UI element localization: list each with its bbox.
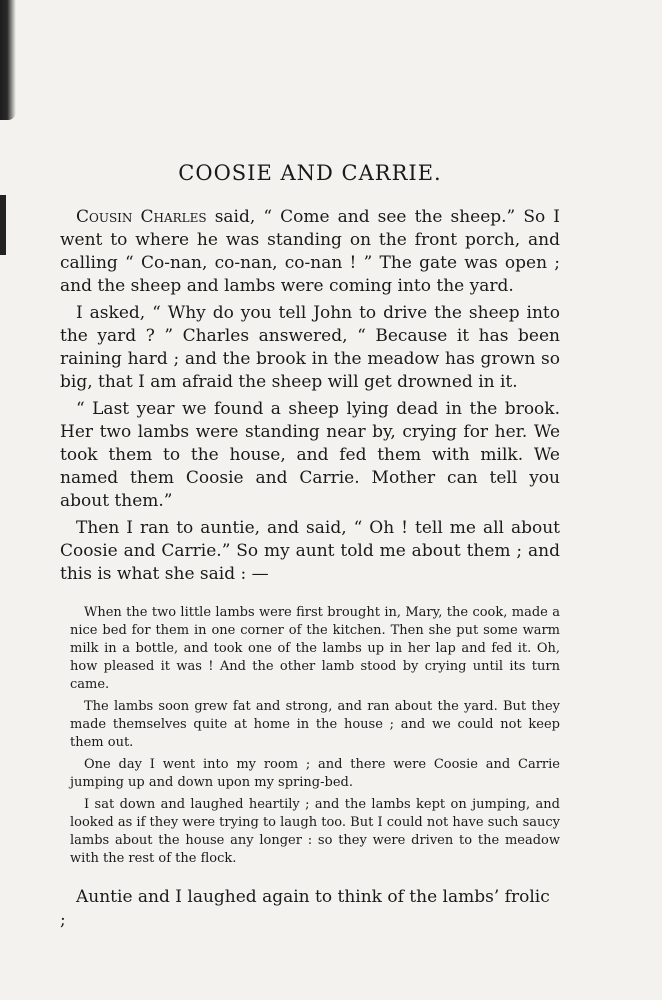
intro-section (60, 206, 560, 586)
story-paragraph-3: One day I went into my room ; and there were Coosie and Carrie jumping up and down upon my spring-bed. (70, 757, 560, 790)
book-page (60, 158, 560, 932)
intro-paragraph-3: “ Last year we found a sheep lying dead in the brook. Her two lambs were standing near by, crying for her. We took them to the house, and fed them with milk. We named them Coosie and Carrie. Mother can tell you about them.” (60, 399, 560, 511)
closing-section (60, 886, 560, 932)
story-paragraph-2: The lambs soon grew fat and strong, and ran about the yard. But they made themselves quite at home in the house ; and we could not keep them out. (70, 699, 560, 750)
closing-line: Auntie and I laughed again to think of the lambs’ frolic ; (60, 887, 550, 930)
speaker-name: Cousin Charles (76, 207, 207, 227)
intro-paragraph-1-text: said, “ Come and see the sheep.” So I went to where he was standing on the front porch, and calling “ Co-nan, co-nan, co-nan ! ” The gate was open ; and the sheep and lambs were coming into the yard. (60, 207, 560, 296)
chapter-title: COOSIE AND CARRIE. (178, 161, 442, 185)
story-paragraph-4: I sat down and laughed heartily ; and the lambs kept on jumping, and looked as if they were trying to laugh too. But I could not have such saucy lambs about the house any longer : so they were driven to the meadow with the rest of the flock. (70, 797, 560, 866)
intro-paragraph-4: Then I ran to auntie, and said, “ Oh ! tell me all about Coosie and Carrie.” So my aunt told me about them ; and this is what she said : — (60, 518, 560, 584)
intro-paragraph-2: I asked, “ Why do you tell John to drive the sheep into the yard ? ” Charles answered, “ Because it has been raining hard ; and the brook in the meadow has grown so big, that I am afraid the sheep will get drowned in it. (60, 303, 560, 392)
page-edge-shadow (0, 0, 16, 120)
story-paragraph-1: When the two little lambs were first brought in, Mary, the cook, made a nice bed for them in one corner of the kitchen. Then she put some warm milk in a bottle, and took one of the lambs up in her lap and fed it. Oh, how pleased it was ! And the other lamb stood by crying until its turn came. (70, 605, 560, 692)
story-section (60, 604, 560, 868)
page-edge-mark (0, 195, 6, 255)
intro-paragraph-1 (60, 206, 560, 298)
